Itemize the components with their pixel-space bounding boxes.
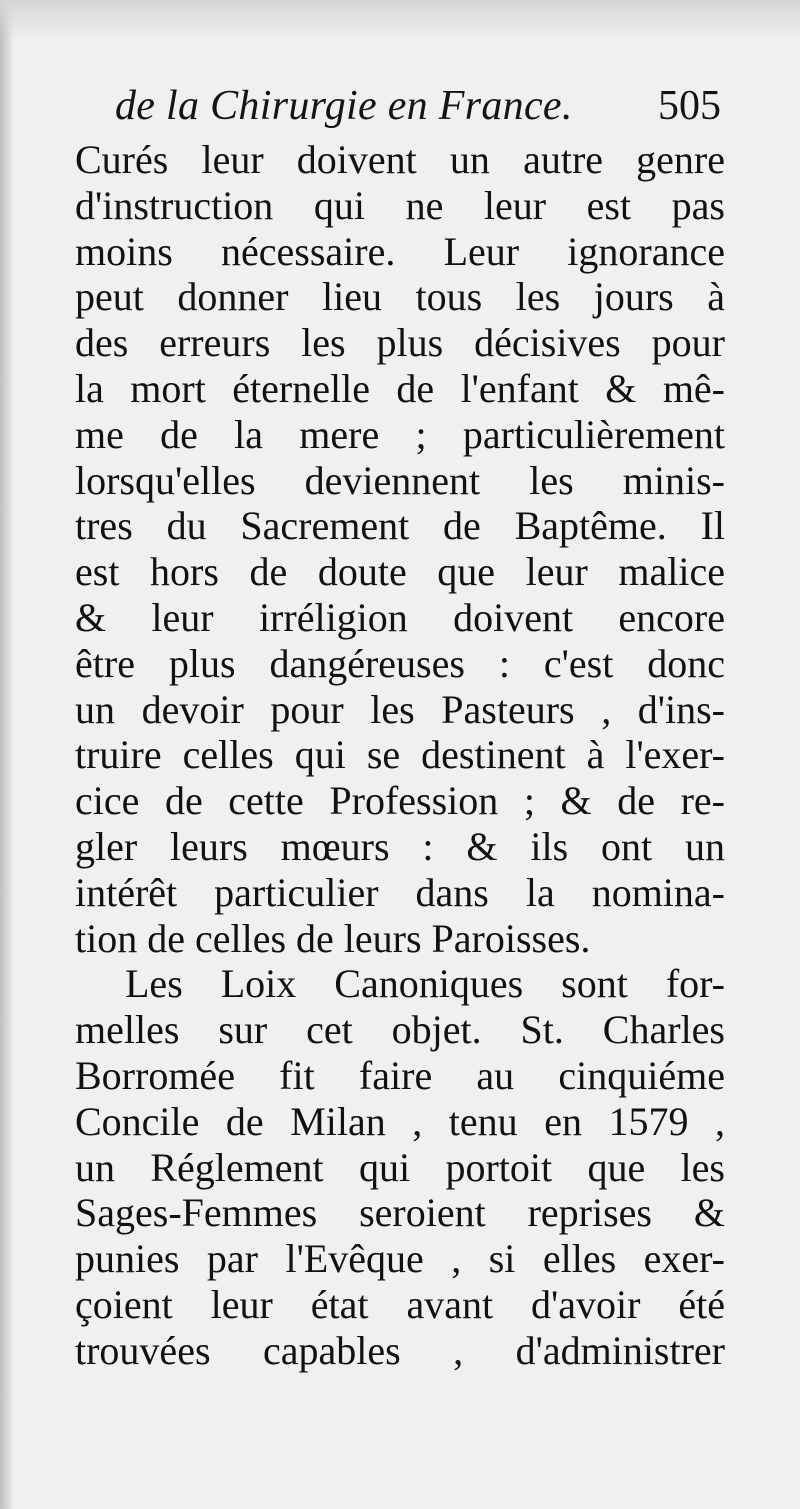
text-line: lorsqu'elles deviennent les minis-: [75, 457, 725, 503]
running-head: [115, 78, 727, 134]
text-line: truire celles qui se destinent à l'exer-: [75, 732, 725, 778]
text-line: un devoir pour les Pasteurs , d'ins-: [75, 686, 725, 732]
text-line: tion de celles de leurs Paroisses.: [75, 915, 591, 961]
text-line: Borromée fit faire au cinquiéme: [75, 1052, 725, 1098]
text-line: Sages-Femmes seroient reprises &: [75, 1190, 725, 1236]
text-line: punies par l'Evêque , si elles exer-: [75, 1236, 725, 1282]
text-line: intérêt particulier dans la nomina-: [75, 869, 725, 915]
text-line: çoient leur état avant d'avoir été: [75, 1281, 725, 1327]
text-line: tres du Sacrement de Baptême. Il: [75, 503, 725, 549]
text-line: gler leurs mœurs : & ils ont un: [75, 823, 725, 869]
page-number: 505: [658, 83, 721, 129]
text-line: & leur irréligion doivent encore: [75, 594, 725, 640]
text-line: peut donner lieu tous les jours à: [75, 274, 725, 320]
text-line: moins nécessaire. Leur ignorance: [75, 228, 725, 274]
text-line: des erreurs les plus décisives pour: [75, 320, 725, 366]
text-line: est hors de doute que leur malice: [75, 549, 725, 595]
paragraph-first-line: Les Loix Canoniques sont for-: [125, 961, 725, 1007]
body-text: [75, 137, 725, 1374]
running-head-title: de la Chirurgie en France.: [115, 83, 573, 129]
text-line: cice de cette Profession ; & de re-: [75, 778, 725, 824]
page-top-shadow: [0, 0, 800, 40]
text-line: d'instruction qui ne leur est pas: [75, 182, 725, 228]
text-line: un Réglement qui portoit que les: [75, 1144, 725, 1190]
page-edge-shadow: [0, 0, 14, 1509]
text-line: Concile de Milan , tenu en 1579 ,: [75, 1098, 725, 1144]
text-line: me de la mere ; particulièrement: [75, 411, 725, 457]
text-line: être plus dangéreuses : c'est donc: [75, 640, 725, 686]
text-line: melles sur cet objet. St. Charles: [75, 1007, 725, 1053]
text-line: trouvées capables , d'administrer: [75, 1327, 725, 1373]
text-line: la mort éternelle de l'enfant & mê-: [75, 365, 725, 411]
text-line: Curés leur doivent un autre genre: [75, 137, 725, 182]
